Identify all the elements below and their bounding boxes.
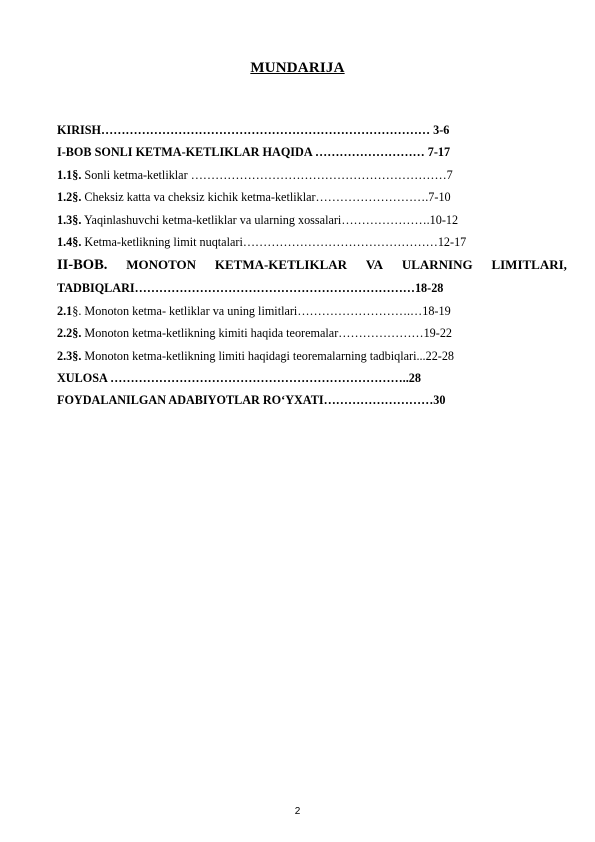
section-title: §. Monoton ketma- ketliklar va uning limitlari……………………….…18-19 <box>72 303 451 318</box>
chapter-2-word: VA <box>365 257 383 273</box>
toc-entry-section-1-2 <box>57 186 567 208</box>
toc-entry-section-1-1 <box>57 164 567 186</box>
toc-entry-references: FOYDALANILGAN ADABIYOTLAR RO‘YXATI………………………30 <box>57 393 446 408</box>
section-title: Cheksiz katta va cheksiz kichik ketma-ketliklar……………………….7-10 <box>81 190 451 205</box>
chapter-2-word: LIMITLARI, <box>491 257 567 273</box>
chapter-2-word: MONOTON <box>126 257 197 273</box>
toc-entry-section-2-2 <box>57 322 567 344</box>
page-title: MUNDARIJA <box>250 60 345 76</box>
toc-entry-chapter-1: I-BOB SONLI KETMA-KETLIKLAR HAQIDA ……………………… 7-17 <box>57 145 451 160</box>
table-of-contents <box>57 119 567 412</box>
section-number: 2.3§. <box>57 348 82 363</box>
toc-entry-xulosa: XULOSA ………………………………………………………………..28 <box>57 370 421 385</box>
section-number: 1.4§. <box>57 234 82 249</box>
section-number: 1.2§. <box>57 190 82 205</box>
page-number: 2 <box>294 806 301 817</box>
toc-entry-kirish: KIRISH……………………………………………………………………… 3-6 <box>57 123 450 137</box>
section-number: 1.1§. <box>57 167 82 182</box>
section-title: Yaqinlashuvchi ketma-ketliklar va ularning xossalari………………….10-12 <box>81 212 459 227</box>
section-number: 2.1 <box>57 303 73 318</box>
toc-entry-chapter-2-line-2: TADBIQLARI……………………………………………………………18-28 <box>57 281 444 296</box>
section-number: 2.2§. <box>57 326 82 341</box>
section-number: 1.3§. <box>57 212 82 227</box>
toc-entry-section-2-3 <box>57 345 567 367</box>
toc-entry-section-2-1 <box>57 300 567 322</box>
toc-entry-section-1-3 <box>57 209 567 231</box>
chapter-2-word: KETMA-KETLIKLAR <box>214 257 348 273</box>
section-title: Sonli ketma-ketliklar ………………………………………………………7 <box>81 167 453 182</box>
chapter-2-word: ULARNING <box>401 257 473 273</box>
section-title: Monoton ketma-ketlikning limiti haqidagi teoremalarning tadbiqlari...22-28 <box>81 348 455 363</box>
section-title: Monoton ketma-ketlikning kimiti haqida teoremalar…………………19-22 <box>81 326 453 341</box>
toc-entry-chapter-2-line-1 <box>57 253 567 277</box>
section-title: Ketma-ketlikning limit nuqtalari…………………………………………12-17 <box>81 234 467 249</box>
chapter-2-word: II-BOB. <box>57 257 108 274</box>
toc-entry-section-1-4 <box>57 231 567 253</box>
